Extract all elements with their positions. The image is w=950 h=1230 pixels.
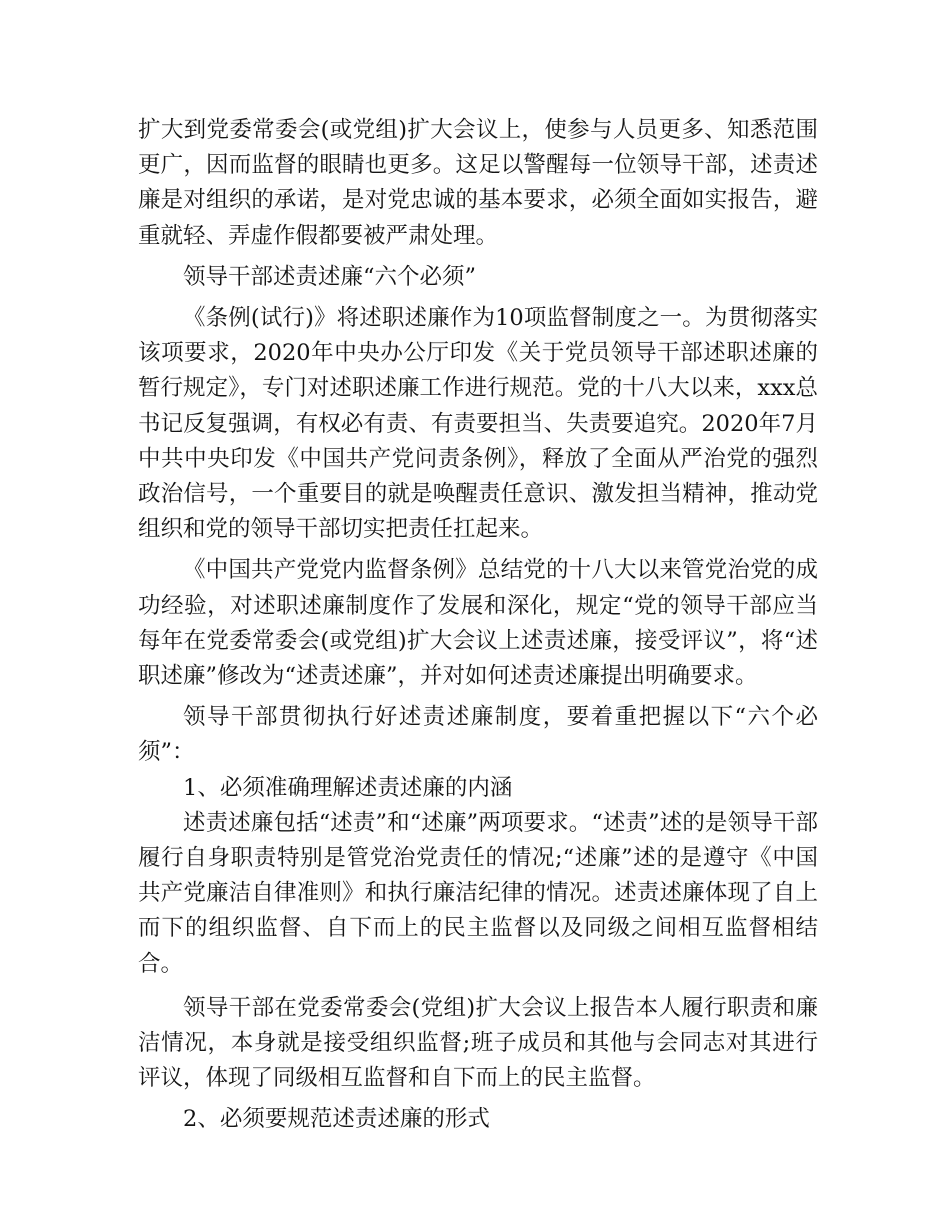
- paragraph-organization-supervision: 领导干部在党委常委会(党组)扩大会议上报告本人履行职责和廉洁情况，本身就是接受组织监督;班子成员和其他与会同志对其进行评议，体现了同级相互监督和自下而上的民主监督。: [138, 994, 818, 1092]
- section-heading-six-musts: 领导干部述责述廉“六个必须”: [183, 263, 477, 290]
- paragraph-intro-six-musts: 领导干部贯彻执行好述责述廉制度，要着重把握以下“六个必须”：: [138, 704, 818, 766]
- subheading-1: 1、必须准确理解述责述廉的内涵: [183, 774, 513, 801]
- subheading-2: 2、必须要规范述责述廉的形式: [183, 1106, 490, 1133]
- paragraph-regulation-background: 《条例(试行)》将述职述廉作为10项监督制度之一。为贯彻落实该项要求，2020年中央办公厅印发《关于党员领导干部述职述廉的暂行规定》，专门对述职述廉工作进行规范。党的十八大以来，xxx总书记反复强调，有权必有责、有责要担当、失责要追究。2020年7月中共中央印发《中国共产党问责条例》，释放了全面从严治党的强烈政治信号，一个重要目的就是唤醒责任意识、激发担当精神，推动党组织和党的领导干部切实把责任扛起来。: [138, 305, 818, 543]
- paragraph-connotation: 述责述廉包括“述责”和“述廉”两项要求。“述责”述的是领导干部履行自身职责特别是管党治党责任的情况;“述廉”述的是遵守《中国共产党廉洁自律准则》和执行廉洁纪律的情况。述责述廉体现了自上而下的组织监督、自下而上的民主监督以及同级之间相互监督相结合。: [138, 809, 818, 977]
- document-body: [138, 113, 818, 1138]
- paragraph-continuation: 扩大到党委常委会(或党组)扩大会议上，使参与人员更多、知悉范围更广，因而监督的眼睛也更多。这足以警醒每一位领导干部，述责述廉是对组织的承诺，是对党忠诚的基本要求，必须全面如实报告，避重就轻、弄虚作假都要被严肃处理。: [138, 117, 818, 249]
- paragraph-supervision-regulation: 《中国共产党党内监督条例》总结党的十八大以来管党治党的成功经验，对述职述廉制度作了发展和深化，规定“党的领导干部应当每年在党委常委会(或党组)扩大会议上述责述廉，接受评议”，将“述职述廉”修改为“述责述廉”，并对如何述责述廉提出明确要求。: [138, 557, 818, 690]
